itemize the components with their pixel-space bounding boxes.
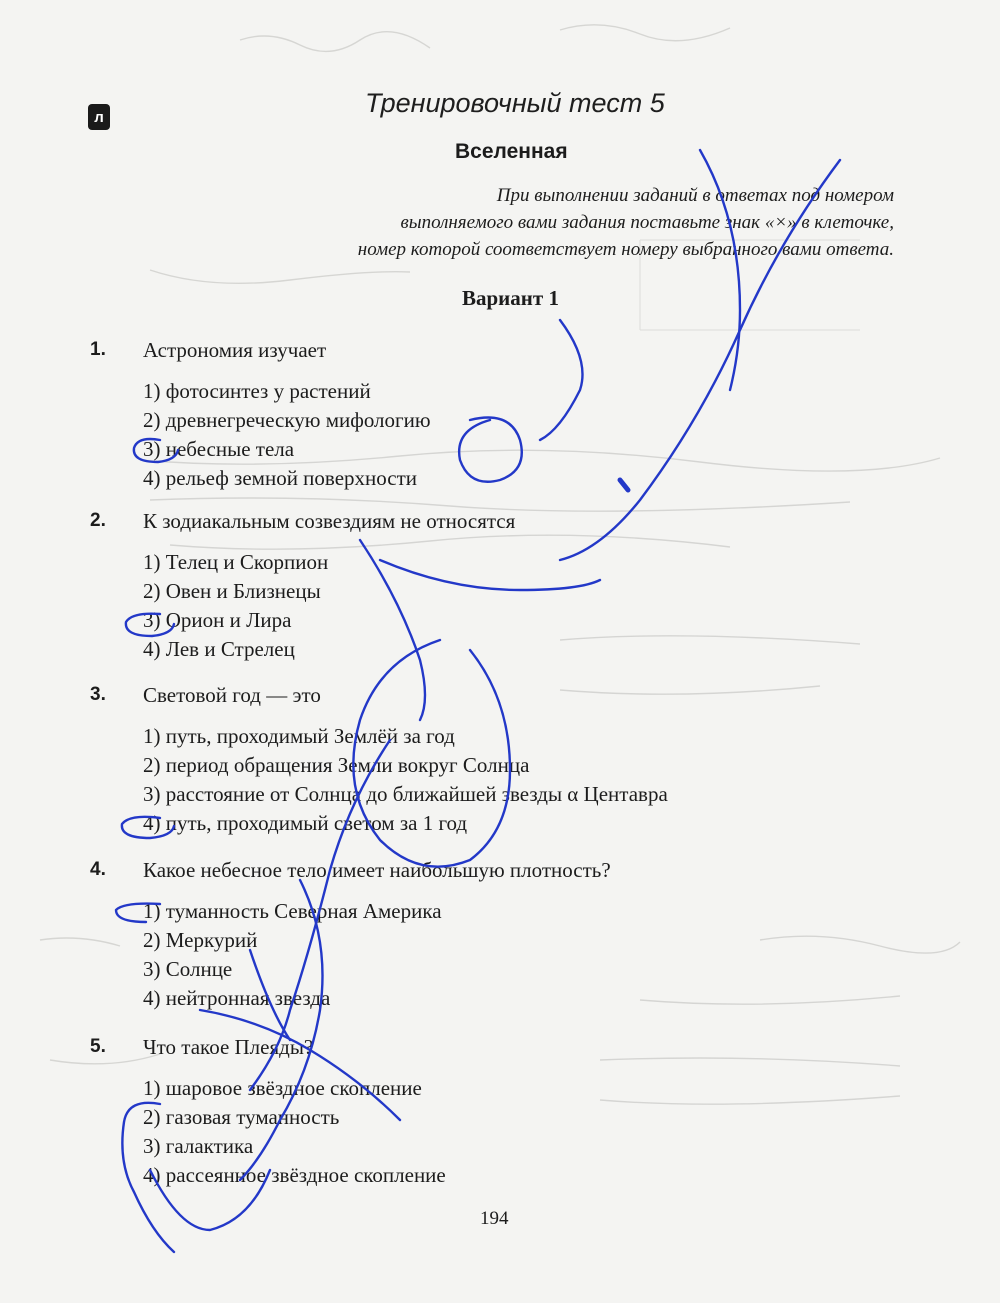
question-5 <box>90 1032 890 1190</box>
answer-option[interactable]: 2) период обращения Земли вокруг Солнца <box>143 753 530 777</box>
answer-option[interactable]: 3) расстояние от Солнца до ближайшей звезды α Центавра <box>143 782 668 806</box>
answer-options <box>90 548 890 664</box>
page-title: Тренировочный тест 5 <box>365 88 665 118</box>
answer-option[interactable]: 1) Телец и Скорпион <box>143 550 329 574</box>
section-marker: л <box>88 104 110 130</box>
answer-option[interactable]: 4) рельеф земной поверхности <box>143 466 418 490</box>
answer-option[interactable]: 3) небесные тела <box>143 437 295 461</box>
question-number: 1. <box>90 339 106 360</box>
question-4 <box>90 855 890 1013</box>
answer-options <box>90 1074 890 1190</box>
answer-option[interactable]: 3) Солнце <box>143 957 233 981</box>
variant-heading: Вариант 1 <box>462 286 559 310</box>
answer-option[interactable]: 2) Овен и Близнецы <box>143 579 321 603</box>
answer-option[interactable]: 3) Орион и Лира <box>143 608 292 632</box>
topic-heading: Вселенная <box>455 140 568 163</box>
answer-option[interactable]: 1) путь, проходимый Землёй за год <box>143 724 455 748</box>
question-text: Астрономия изучает <box>143 337 327 362</box>
answer-options <box>90 722 890 838</box>
question-text: К зодиакальным созвездиям не относятся <box>143 508 516 533</box>
instruction-line: При выполнении заданий в ответах под номером <box>496 185 894 206</box>
question-2 <box>90 506 890 664</box>
question-text: Что такое Плеяды? <box>143 1034 314 1059</box>
answer-option[interactable]: 4) рассеянное звёздное скопление <box>143 1163 446 1187</box>
question-3 <box>90 680 890 838</box>
page-number: 194 <box>480 1208 509 1229</box>
question-number: 3. <box>90 684 106 705</box>
question-text: Какое небесное тело имеет наибольшую плотность? <box>143 857 611 882</box>
question-number: 2. <box>90 510 106 531</box>
question-1 <box>90 335 890 493</box>
question-number: 5. <box>90 1036 106 1057</box>
question-text: Световой год — это <box>143 682 321 707</box>
answer-option[interactable]: 4) путь, проходимый светом за 1 год <box>143 811 468 835</box>
answer-option[interactable]: 2) древнегреческую мифологию <box>143 408 431 432</box>
instruction-line: номер которой соответствует номеру выбранного вами ответа. <box>357 239 894 260</box>
answer-option[interactable]: 1) шаровое звёздное скопление <box>143 1076 422 1100</box>
answer-option[interactable]: 1) фотосинтез у растений <box>143 379 371 403</box>
answer-option[interactable]: 1) туманность Северная Америка <box>143 899 442 923</box>
instruction-line: выполняемого вами задания поставьте знак «×» в клеточке, <box>400 212 894 233</box>
instructions <box>134 182 894 263</box>
answer-option[interactable]: 4) нейтронная звезда <box>143 986 331 1010</box>
answer-option[interactable]: 4) Лев и Стрелец <box>143 637 295 661</box>
answer-options <box>90 377 890 493</box>
answer-option[interactable]: 2) Меркурий <box>143 928 258 952</box>
answer-option[interactable]: 3) галактика <box>143 1134 254 1158</box>
answer-option[interactable]: 2) газовая туманность <box>143 1105 340 1129</box>
answer-options <box>90 897 890 1013</box>
question-number: 4. <box>90 859 106 880</box>
